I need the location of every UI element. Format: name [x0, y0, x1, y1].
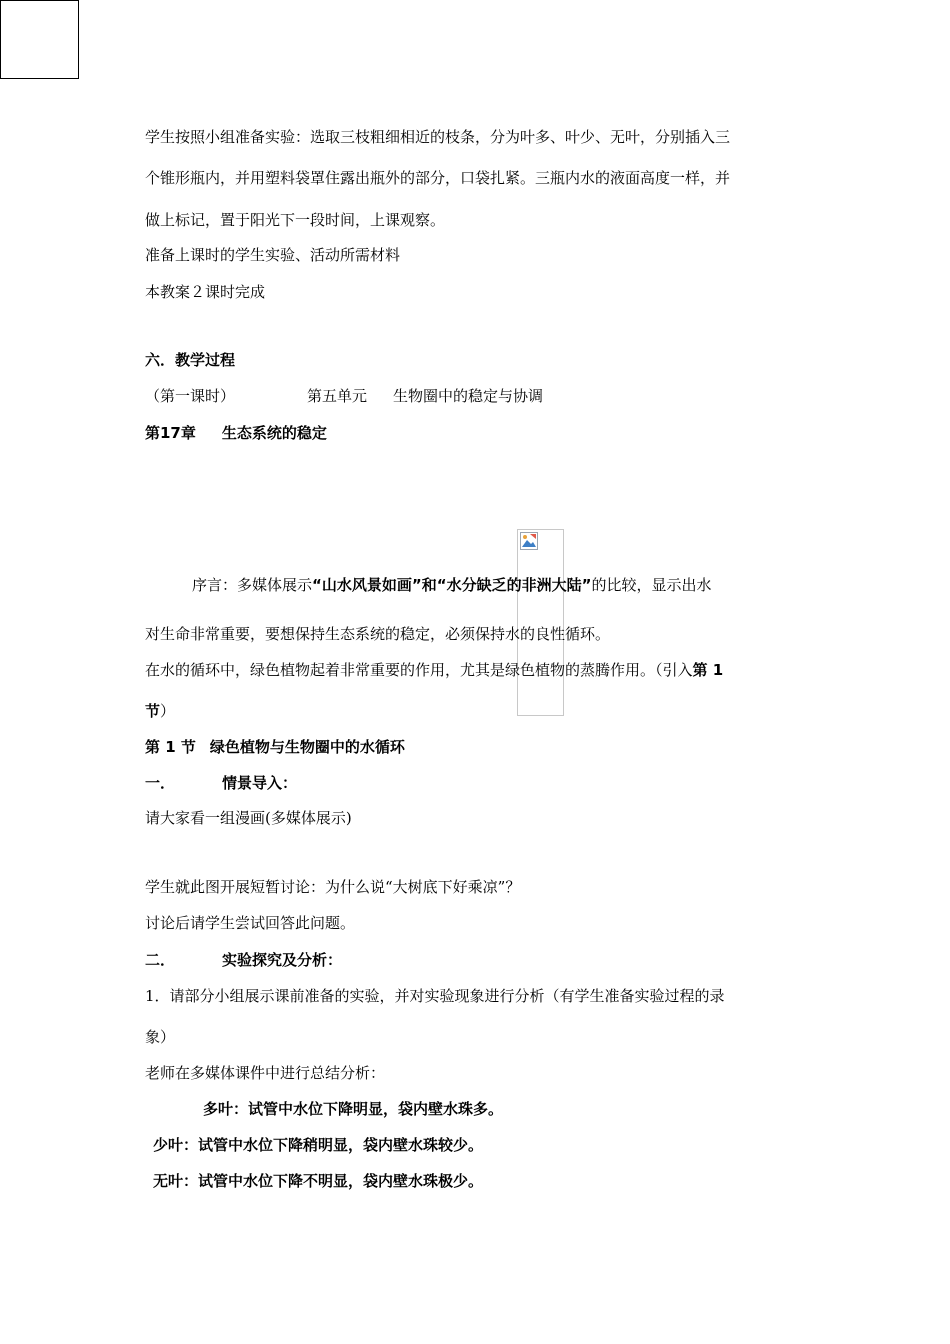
lesson-line	[145, 386, 543, 406]
part-2-title: 实验探究及分析：	[222, 951, 343, 969]
lesson-label: （第一课时）	[145, 387, 236, 405]
prep-line-2: 个锥形瓶内，并用塑料袋罩住露出瓶外的部分，口袋扎紧。三瓶内水的液面高度一样，并	[145, 169, 731, 187]
prep-line-3: 做上标记，置于阳光下一段时间，上课观察。	[145, 211, 446, 229]
part-1-title: 情景导入：	[222, 774, 298, 792]
prep-materials: 准备上课时的学生实验、活动所需材料	[145, 246, 401, 264]
unit-label: 第五单元	[307, 387, 368, 405]
cartoon-line: 请大家看一组漫画(多媒体展示)	[145, 809, 352, 827]
unit-title: 生物圈中的稳定与协调	[393, 387, 544, 405]
item-1-line-2: 象）	[145, 1028, 176, 1046]
part-2-number: 二．	[145, 951, 176, 969]
preface-comparison: “山水风景如画”和“水分缺乏的非洲大陆”	[312, 576, 592, 594]
teacher-summary: 老师在多媒体课件中进行总结分析：	[145, 1064, 386, 1082]
item-1-line-1: 1．请部分小组展示课前准备的实验，并对实验现象进行分析（有学生准备实验过程的录	[145, 987, 725, 1005]
preface-end: 的比较，显示出水	[591, 576, 712, 594]
result-few-leaves: 少叶：试管中水位下降稍明显，袋内壁水珠较少。	[153, 1136, 484, 1154]
result-no-leaves: 无叶：试管中水位下降不明显，袋内壁水珠极少。	[153, 1172, 484, 1190]
corner-frame	[0, 0, 79, 79]
preface-line-1	[192, 575, 711, 595]
chapter-title: 生态系统的稳定	[221, 424, 327, 442]
part-2-heading	[145, 950, 342, 970]
section-number: 第 1 节	[145, 738, 196, 756]
chapter-line	[145, 423, 327, 443]
result-many-leaves: 多叶：试管中水位下降明显，袋内壁水珠多。	[203, 1100, 504, 1118]
preface-line-2: 对生命非常重要，要想保持生态系统的稳定，必须保持水的良性循环。	[145, 625, 611, 643]
discussion-line-1: 学生就此图开展短暂讨论：为什么说“大树底下好乘凉”？	[145, 878, 521, 896]
preface-line-3	[145, 660, 723, 680]
section-title-line	[145, 737, 405, 757]
part-1-number: 一．	[145, 774, 176, 792]
prep-line-1: 学生按照小组准备实验：选取三枝粗细相近的枝条，分为叶多、叶少、无叶，分别插入三	[145, 128, 731, 146]
preface-cycle: 在水的循环中，绿色植物起着非常重要的作用，尤其是绿色植物的蒸腾作用。（引入	[145, 661, 693, 679]
preface-section-ref-end: 节	[145, 702, 161, 720]
chapter-number: 第17章	[145, 424, 196, 442]
process-heading: 六．教学过程	[145, 351, 236, 369]
preface-line-4	[145, 701, 175, 721]
section-title: 绿色植物与生物圈中的水循环	[209, 738, 405, 756]
preface-intro: 序言：多媒体展示	[192, 576, 313, 594]
discussion-line-2: 讨论后请学生尝试回答此问题。	[145, 914, 356, 932]
prep-hours: 本教案２课时完成	[145, 283, 266, 301]
preface-paren: ）	[160, 702, 176, 720]
image-placeholder	[517, 529, 564, 716]
part-1-heading	[145, 773, 297, 793]
preface-section-ref: 第 1	[692, 661, 724, 679]
broken-image-icon	[520, 532, 538, 550]
